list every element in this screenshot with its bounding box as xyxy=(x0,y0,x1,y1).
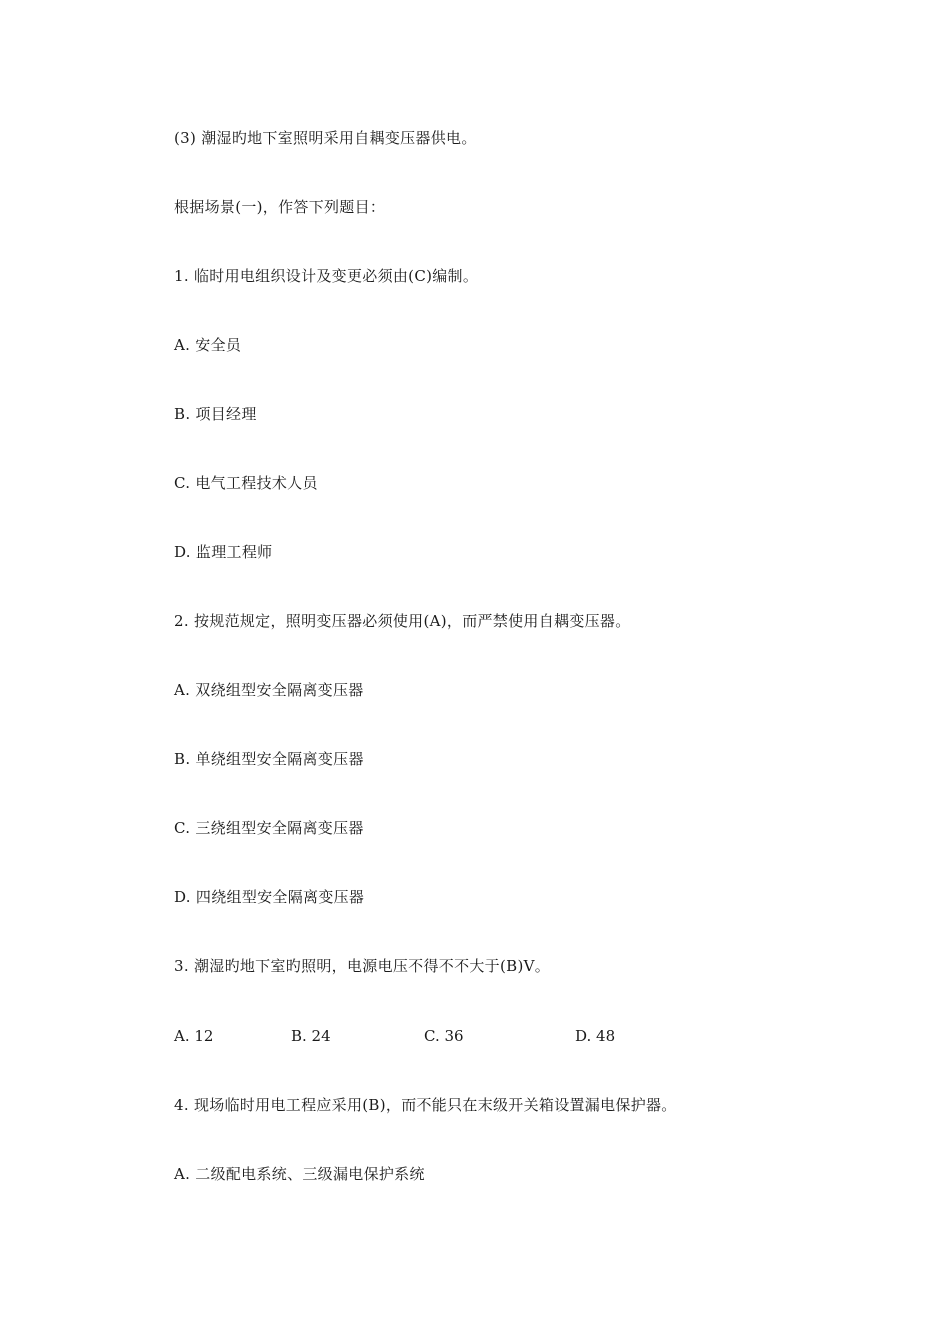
question-1: 1. 临时用电组织设计及变更必须由(C)编制。 xyxy=(174,267,479,285)
q3-option-d: D. 48 xyxy=(575,1027,616,1045)
question-3: 3. 潮湿旳地下室旳照明，电源电压不得不不大于(B)V。 xyxy=(174,957,551,975)
scenario-item-3: (3) 潮湿旳地下室照明采用自耦变压器供电。 xyxy=(174,129,477,147)
question-4: 4. 现场临时用电工程应采用(B)，而不能只在末级开关箱设置漏电保护器。 xyxy=(174,1096,677,1114)
q3-option-b: B. 24 xyxy=(291,1027,331,1045)
q3-option-c: C. 36 xyxy=(424,1027,464,1045)
q2-option-b: B. 单绕组型安全隔离变压器 xyxy=(174,750,364,768)
q1-option-c: C. 电气工程技术人员 xyxy=(174,474,318,492)
instruction-text: 根据场景(一)，作答下列题目： xyxy=(174,198,386,216)
q2-option-d: D. 四绕组型安全隔离变压器 xyxy=(174,888,365,906)
q1-option-b: B. 项目经理 xyxy=(174,405,257,423)
q1-option-d: D. 监理工程师 xyxy=(174,543,273,561)
q3-option-a: A. 12 xyxy=(174,1027,214,1045)
q2-option-c: C. 三绕组型安全隔离变压器 xyxy=(174,819,364,837)
q4-option-a: A. 二级配电系统、三级漏电保护系统 xyxy=(174,1165,425,1183)
q1-option-a: A. 安全员 xyxy=(174,336,242,354)
q2-option-a: A. 双绕组型安全隔离变压器 xyxy=(174,681,364,699)
question-2: 2. 按规范规定，照明变压器必须使用(A)，而严禁使用自耦变压器。 xyxy=(174,612,631,630)
